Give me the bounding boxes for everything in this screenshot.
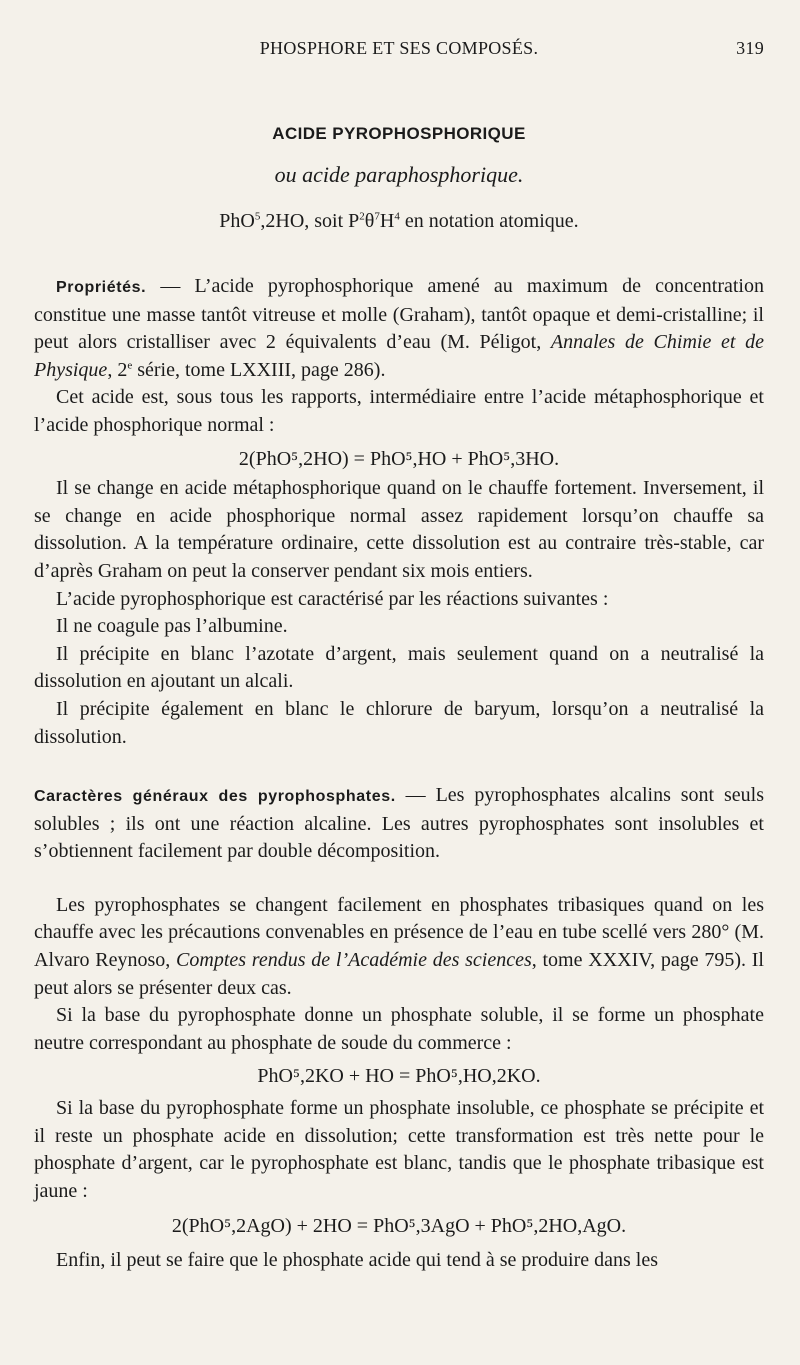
series-sup: e [127, 359, 133, 372]
section-subtitle: ou acide paraphosphorique. [274, 162, 524, 187]
proprietes-text: série, tome LXXIII, page 286). [132, 358, 386, 381]
paragraph: Si la base du pyrophosphate donne un phosphate soluble, il se forme un phosphate neutre correspondant au phosphate de soude du commerce : [34, 1004, 764, 1054]
equation: 2(PhO⁵,2AgO) + 2HO = PhO⁵,3AgO + PhO⁵,2HO,AgO. [171, 1215, 627, 1238]
equation: PhO⁵,2KO + HO = PhO⁵,HO,2KO. [257, 1065, 541, 1088]
formula-part: ,2HO, soit P [260, 210, 360, 232]
formula-part: PhO [219, 210, 255, 232]
book-page [34, 0, 764, 1365]
paragraph: Il ne coagule pas l’albumine. [56, 615, 288, 638]
caracteres-label: Caractères généraux des pyrophosphates. [34, 788, 396, 805]
paragraph: Enfin, il peut se faire que le phosphate acide qui tend à se produire dans les [56, 1248, 659, 1271]
paragraph [34, 892, 764, 1002]
formula-sup: 5 [254, 210, 261, 223]
formula-part: H [379, 210, 395, 232]
section-title: ACIDE PYROPHOSPHORIQUE [272, 124, 526, 143]
proprietes-paragraph [34, 273, 764, 384]
formula-part: en notation atomique. [399, 210, 579, 232]
paragraph: Il se change en acide métaphosphorique quand on le chauffe fortement. Inversement, il se change en acide phosphorique normal assez rapidement lorsqu’on chauffe sa dissolution. A la température ordinaire, cette dissolution est au contraire très-stable, car d’après Graham on peut la conserver pendant six mois entiers. [34, 477, 764, 582]
formula-sup: 2 [359, 210, 365, 223]
formula-sup: 4 [394, 210, 400, 223]
journal-title: Annales de Chimie et de Physique [34, 331, 764, 381]
formula-part: θ [364, 210, 375, 232]
equation: 2(PhO⁵,2HO) = PhO⁵,HO + PhO⁵,3HO. [238, 447, 560, 470]
proprietes-label: Propriétés. [56, 279, 147, 296]
caracteres-text: — Les pyrophosphates alcalins sont seuls solubles ; ils ont une réaction alcaline. Les autres pyrophosphates sont insolubles et s’obtiennent facilement par double décomposition. [34, 784, 764, 863]
journal-title: Comptes rendus de l’Académie des sciences [176, 948, 532, 971]
proprietes-text: , 2 [107, 358, 128, 381]
paragraph-text: , tome XXXIV, page 795). Il peut alors se présenter deux cas. [34, 948, 764, 999]
paragraph: Si la base du pyrophosphate forme un phosphate insoluble, ce phosphate se précipite et il reste un phosphate acide en dissolution; cette transformation est très nette pour le phosphate d’argent, car le pyrophosphate est blanc, tandis que le phosphate tribasique est jaune : [34, 1096, 764, 1202]
caracteres-section [34, 782, 764, 1275]
page-number: 319 [736, 38, 764, 58]
paragraph: Il précipite également en blanc le chlorure de baryum, lorsqu’on a neutralisé la dissolution. [34, 697, 764, 748]
running-head [34, 38, 764, 62]
formula-line [34, 210, 764, 233]
paragraph: L’acide pyrophosphorique est caractérisé par les réactions suivantes : [56, 587, 609, 610]
paragraph: Il précipite en blanc l’azotate d’argent, mais seulement quand on a neutralisé la dissolution en ajoutant un alcali. [34, 642, 764, 693]
running-title: PHOSPHORE ET SES COMPOSÉS. [259, 38, 539, 58]
proprietes-text: — L’acide pyrophosphorique amené au maximum de concentration constitue une masse tantôt vitreuse et molle (Graham), tantôt opaque et demi-cristalline; il peut alors cristalliser avec 2 équivalents d’eau (M. Péligot, [34, 275, 764, 354]
paragraph: Cet acide est, sous tous les rapports, intermédiaire entre l’acide métaphosphorique et l’acide phosphorique normal : [34, 386, 764, 436]
formula-sup: 7 [374, 210, 380, 223]
proprietes-section [34, 273, 764, 751]
paragraph-text: Les pyrophosphates se changent facilement en phosphates tribasiques quand on les chauffe avec les précautions convenables en présence de l’eau en tube scellé vers 280° (M. Alvaro Reynoso, [34, 893, 764, 971]
caracteres-paragraph [34, 782, 764, 866]
